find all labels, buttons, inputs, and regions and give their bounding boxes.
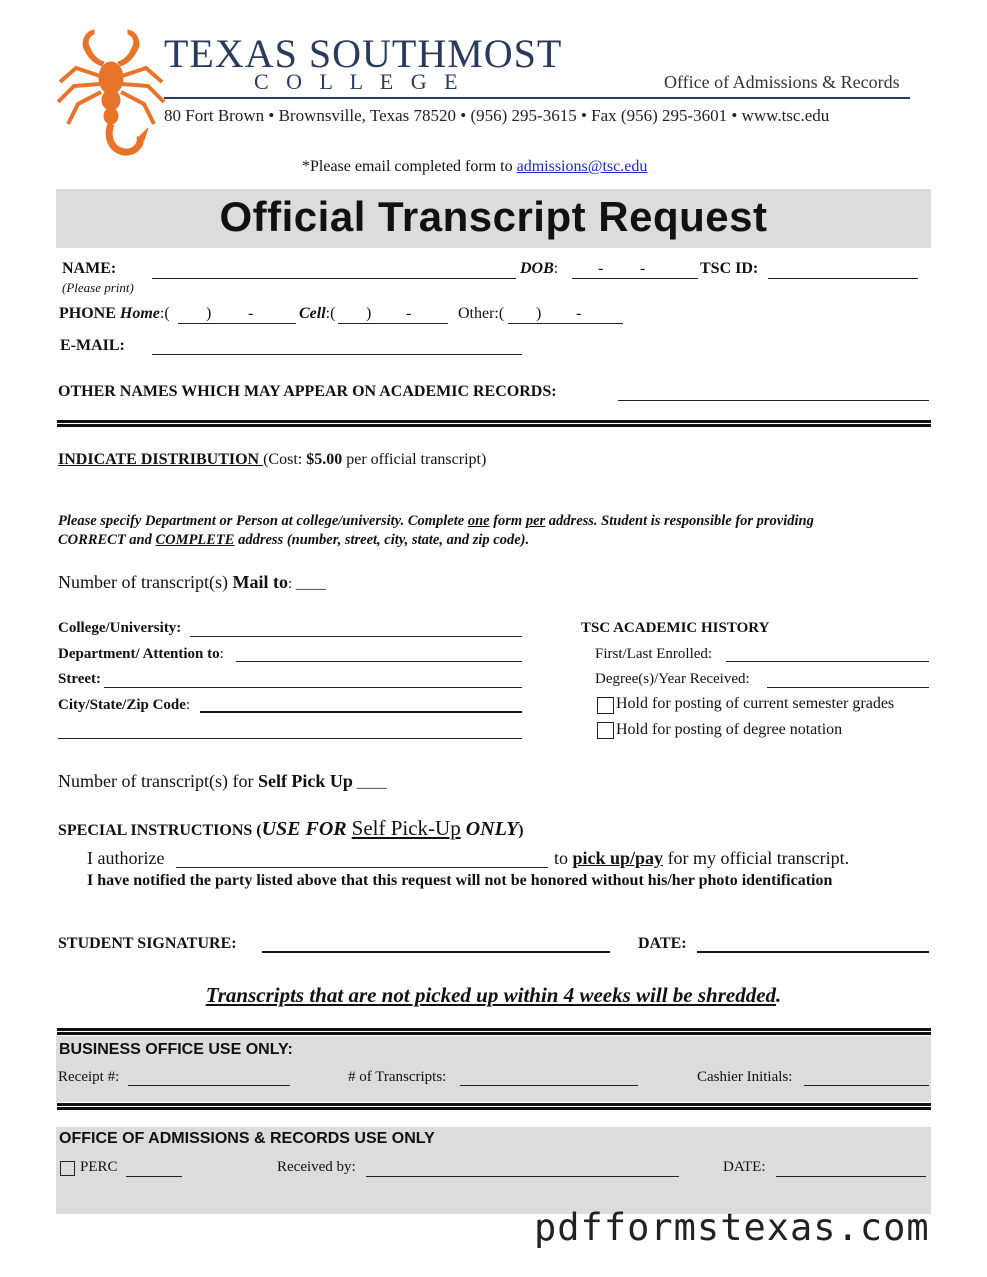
business-divider-top (57, 1028, 931, 1035)
distribution-heading: INDICATE DISTRIBUTION (Cost: $5.00 per official transcript) (58, 451, 487, 468)
receipt-field[interactable] (128, 1085, 290, 1086)
special-instructions-heading: SPECIAL INSTRUCTIONS (USE FOR Self Pick-Up ONLY) (58, 816, 524, 840)
tsc-id-label: TSC ID: (700, 260, 759, 277)
cell-dash: - (406, 305, 412, 322)
admissions-date-field[interactable] (776, 1176, 926, 1177)
dob-separator: - (640, 260, 646, 277)
email-note: *Please email completed form to admissions@tsc.edu (302, 158, 648, 175)
dob-label: DOB: (520, 260, 559, 277)
admissions-email-link[interactable]: admissions@tsc.edu (516, 158, 648, 175)
hold-grades-label: Hold for posting of current semester grades (616, 695, 895, 712)
name-field[interactable] (152, 278, 516, 279)
office-name: Office of Admissions & Records (664, 72, 900, 92)
title-bar (56, 189, 931, 248)
business-divider-bottom (57, 1103, 931, 1110)
scorpion-logo-icon (56, 26, 166, 160)
photo-id-notice: I have notified the party listed above that this request will not be honored without his/her photo identification (87, 872, 833, 889)
email-field[interactable] (152, 354, 522, 355)
email-label: E-MAIL: (60, 337, 125, 354)
other-paren: ) (536, 305, 542, 322)
received-by-label: Received by: (277, 1159, 356, 1175)
header-rule (164, 97, 910, 99)
degrees-field[interactable] (767, 687, 929, 688)
hold-degree-label: Hold for posting of degree notation (616, 721, 843, 738)
tsc-id-field[interactable] (768, 278, 918, 279)
street-label: Street: (58, 671, 102, 687)
hold-degree-checkbox[interactable] (597, 722, 614, 739)
received-by-field[interactable] (366, 1176, 679, 1177)
num-transcripts-field[interactable] (460, 1085, 638, 1086)
college-field[interactable] (190, 636, 522, 637)
college-name: TEXAS SOUTHMOST (164, 31, 563, 76)
admissions-date-label: DATE: (723, 1159, 766, 1175)
city-field[interactable] (200, 711, 522, 713)
address-line: 80 Fort Brown • Brownsville, Texas 78520 • (956) 295-3615 • Fax (956) 295-3601 • www.tsc.edu (164, 106, 830, 125)
city-label: City/State/Zip Code: (58, 697, 191, 713)
pickup-count[interactable]: Number of transcript(s) for Self Pick Up ____ (58, 771, 387, 791)
home-dash: - (248, 305, 254, 322)
name-label: NAME: (62, 260, 117, 277)
phone-row: PHONE Home:( (59, 305, 170, 322)
department-label: Department/ Attention to: (58, 646, 224, 662)
cell-phone-field[interactable] (338, 323, 448, 324)
home-phone-field[interactable] (178, 323, 296, 324)
dob-separator: - (598, 260, 604, 277)
cell-paren: ) (366, 305, 372, 322)
department-field[interactable] (236, 661, 522, 662)
admissions-office-heading: OFFICE OF ADMISSIONS & RECORDS USE ONLY (59, 1130, 435, 1147)
other-dash: - (576, 305, 582, 322)
name-hint: (Please print) (62, 280, 134, 295)
section-divider (57, 420, 931, 427)
street-field[interactable] (104, 687, 522, 688)
degrees-label: Degree(s)/Year Received: (595, 671, 750, 687)
dob-field[interactable] (572, 278, 698, 279)
authorized-person-field[interactable] (176, 867, 548, 868)
home-paren: ) (206, 305, 212, 322)
signature-date-field[interactable] (697, 951, 929, 953)
student-signature-field[interactable] (262, 951, 610, 953)
watermark: pdfformstexas.com (534, 1206, 930, 1249)
academic-history-heading: TSC ACADEMIC HISTORY (581, 620, 770, 636)
perc-checkbox[interactable] (60, 1161, 75, 1176)
hold-grades-checkbox[interactable] (597, 697, 614, 714)
other-phone-label: Other:( (458, 305, 505, 322)
business-office-heading: BUSINESS OFFICE USE ONLY: (59, 1041, 293, 1058)
shred-warning: Transcripts that are not picked up within 4 weeks will be shredded. (205, 983, 782, 1007)
college-subname: C O L L E G E (254, 69, 464, 94)
cashier-field[interactable] (804, 1085, 929, 1086)
num-transcripts-label: # of Transcripts: (348, 1069, 447, 1085)
receipt-label: Receipt #: (58, 1069, 120, 1085)
cell-label: Cell:( (299, 305, 336, 322)
distribution-note: Please specify Department or Person at college/university. Complete one form per address. Student is responsible for providing CORRECT and COMPLETE address (number, street, city, state, and zip code). (58, 513, 814, 548)
college-label: College/University: (58, 620, 182, 636)
signature-date-label: DATE: (638, 935, 687, 952)
authorize-label: I authorize (87, 848, 165, 868)
address-extra-field[interactable] (58, 738, 522, 739)
other-phone-field[interactable] (508, 323, 623, 324)
other-names-field[interactable] (618, 400, 929, 401)
perc-field[interactable] (126, 1176, 182, 1177)
page-title: Official Transcript Request (219, 193, 768, 240)
student-signature-label: STUDENT SIGNATURE: (58, 935, 237, 952)
cashier-label: Cashier Initials: (697, 1069, 793, 1085)
perc-label: PERC (80, 1159, 118, 1175)
authorize-purpose: to pick up/pay for my official transcript. (554, 848, 850, 868)
first-last-label: First/Last Enrolled: (595, 646, 713, 662)
first-last-field[interactable] (726, 661, 929, 662)
mail-to-count[interactable]: Number of transcript(s) Mail to: ____ (58, 572, 326, 592)
other-names-label: OTHER NAMES WHICH MAY APPEAR ON ACADEMIC RECORDS: (58, 383, 557, 400)
